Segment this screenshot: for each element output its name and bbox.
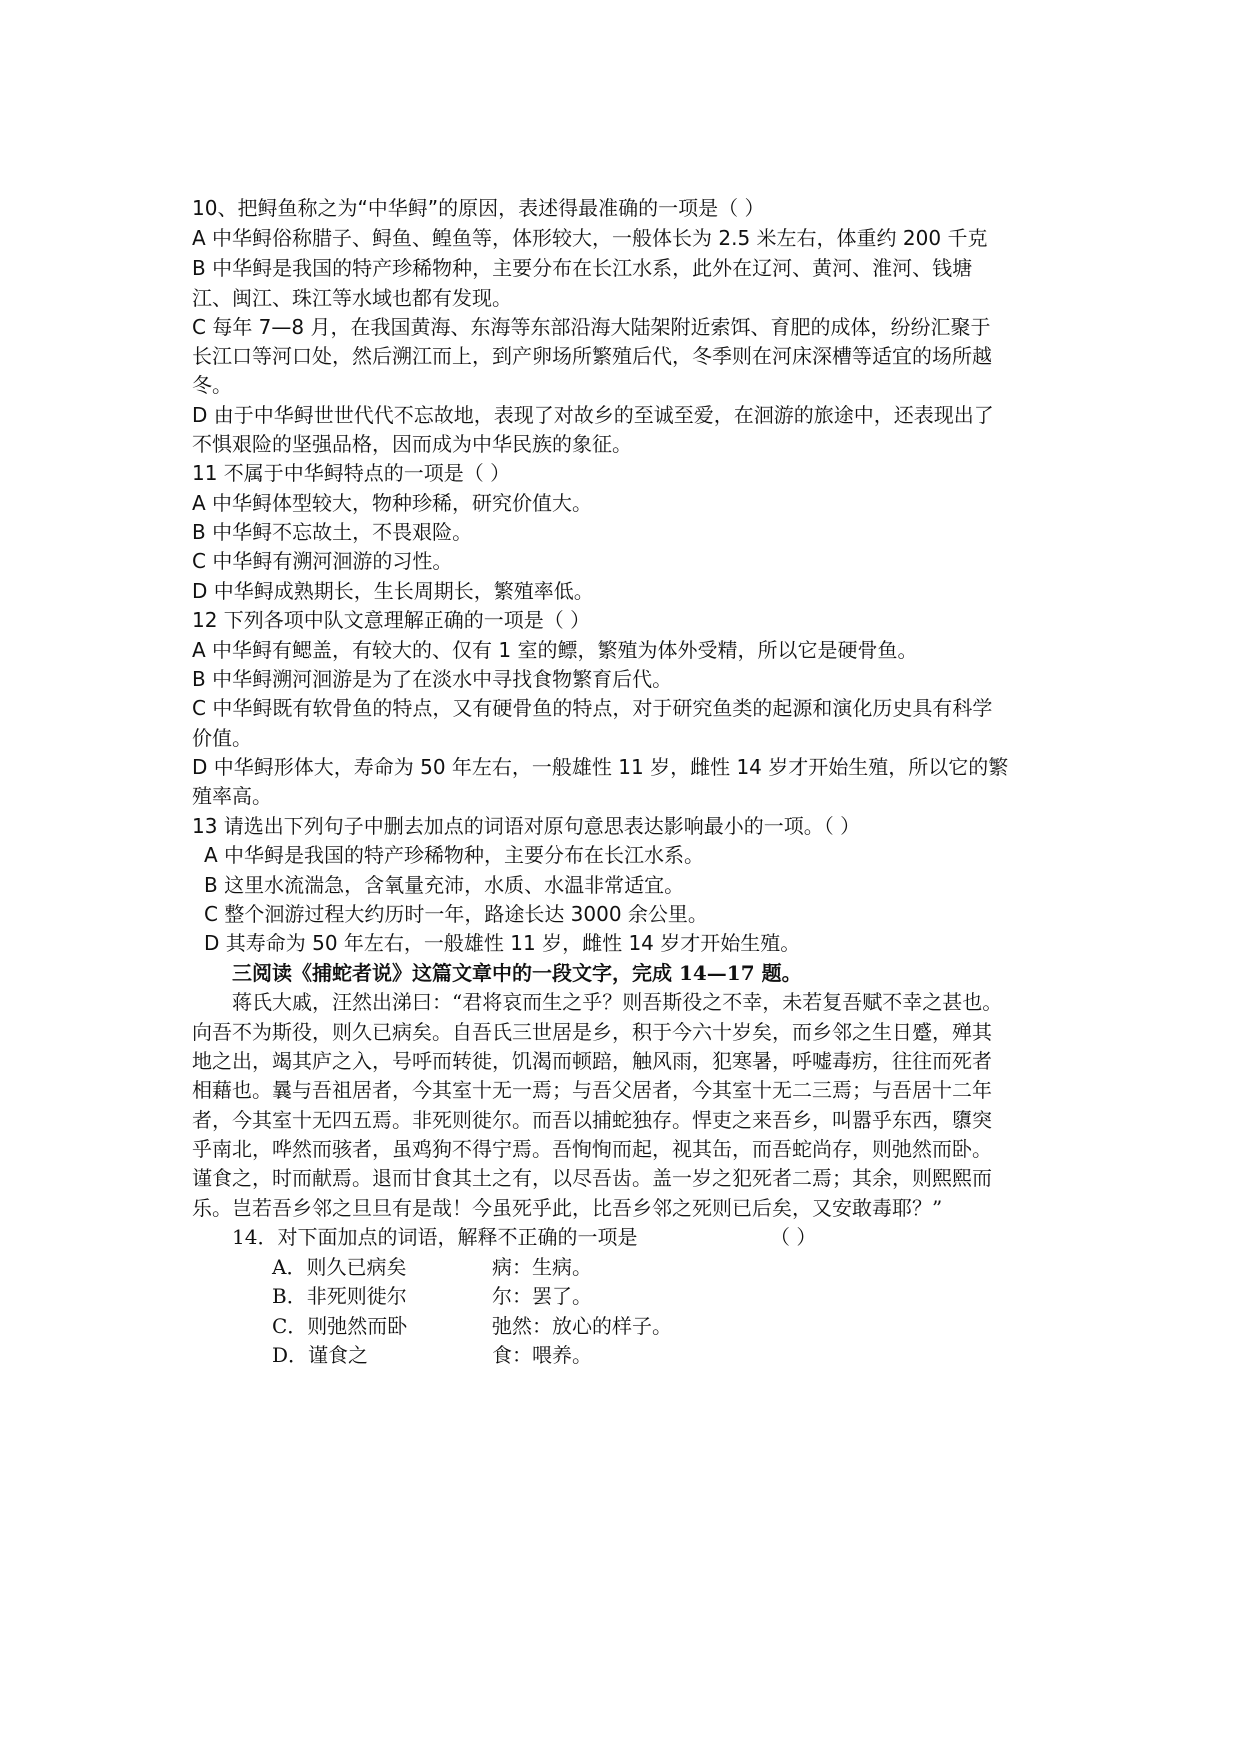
- q12-option-c-line2: 价值。: [192, 726, 252, 750]
- passage-line-4: 相藉也。曩与吾祖居者，今其室十无一焉；与吾父居者，今其室十无二三焉；与吾居十二年: [192, 1078, 992, 1102]
- passage-line-6: 乎南北，哗然而骇者，虽鸡狗不得宁焉。吾恂恂而起，视其缶，而吾蛇尚存，则弛然而卧。: [192, 1137, 992, 1161]
- q12-option-c-line1: C 中华鲟既有软骨鱼的特点，又有硬骨鱼的特点，对于研究鱼类的起源和演化历史具有科学: [192, 696, 993, 720]
- q10-option-c-line1: C 每年 7—8 月，在我国黄海、东海等东部沿海大陆架附近索饵、育肥的成体，纷纷汇聚于: [192, 315, 991, 339]
- q12-option-b: B 中华鲟溯河洄游是为了在淡水中寻找食物繁育后代。: [192, 667, 673, 691]
- q10-option-b-line2: 江、闽江、珠江等水域也都有发现。: [192, 286, 512, 310]
- q12-option-d-line2: 殖率高。: [192, 784, 272, 808]
- q14-question: 14．对下面加点的词语，解释不正确的一项是: [232, 1225, 638, 1249]
- q14-option-a: [272, 1255, 592, 1279]
- q13-option-c: C 整个洄游过程大约历时一年，路途长达 3000 余公里。: [204, 902, 708, 926]
- q14-option-c-label: C．则弛然而卧: [272, 1314, 408, 1338]
- q14-option-c: [272, 1314, 672, 1338]
- q11-option-a: A 中华鲟体型较大，物种珍稀，研究价值大。: [192, 491, 593, 515]
- q10-option-c-line2: 长江口等河口处，然后溯江而上，到产卵场所繁殖后代，冬季则在河床深槽等适宜的场所越: [192, 344, 992, 368]
- q14-option-d-label: D．谨食之: [272, 1343, 369, 1367]
- q11-option-d: D 中华鲟成熟期长，生长周期长，繁殖率低。: [192, 579, 594, 603]
- passage-line-5: 者，今其室十无四五焉。非死则徙尔。而吾以捕蛇独存。悍吏之来吾乡，叫嚣乎东西，隳突: [192, 1108, 992, 1132]
- passage-line-3: 地之出，竭其庐之入，号呼而转徙，饥渴而顿踣，触风雨，犯寒暑，呼嘘毒疠，往往而死者: [192, 1049, 992, 1073]
- q12-option-a: A 中华鲟有鳃盖，有较大的、仅有 1 室的鳔，繁殖为体外受精，所以它是硬骨鱼。: [192, 638, 918, 662]
- q13-option-b: B 这里水流湍急，含氧量充沛，水质、水温非常适宜。: [204, 873, 685, 897]
- q14-option-b-gloss: 尔：罢了。: [492, 1284, 592, 1308]
- q10-option-b-line1: B 中华鲟是我国的特产珍稀物种，主要分布在长江水系，此外在辽河、黄河、淮河、钱塘: [192, 256, 973, 280]
- q10-question: 10、把鲟鱼称之为“中华鲟”的原因，表述得最准确的一项是（ ）: [192, 196, 765, 220]
- passage-line-7: 谨食之，时而献焉。退而甘食其土之有，以尽吾齿。盖一岁之犯死者二焉；其余，则熙熙而: [192, 1166, 992, 1190]
- q13-option-d: D 其寿命为 50 年左右，一般雄性 11 岁，雌性 14 岁才开始生殖。: [204, 931, 801, 955]
- q13-option-a: A 中华鲟是我国的特产珍稀物种，主要分布在长江水系。: [204, 843, 705, 867]
- q10-option-d-line1: D 由于中华鲟世世代代不忘故地，表现了对故乡的至诚至爱，在洄游的旅途中，还表现出了: [192, 403, 994, 427]
- q14-answer-paren: （ ）: [770, 1225, 817, 1249]
- q13-question: 13 请选出下列句子中删去加点的词语对原句意思表达影响最小的一项。（ ）: [192, 814, 861, 838]
- q14-option-d: [272, 1343, 592, 1367]
- q14-option-b-label: B．非死则徙尔: [272, 1284, 407, 1308]
- passage-line-8: 乐。岂若吾乡邻之旦旦有是哉！今虽死乎此，比吾乡邻之死则已后矣，又安敢毒耶？”: [192, 1196, 943, 1220]
- q11-question: 11 不属于中华鲟特点的一项是（ ）: [192, 461, 511, 485]
- passage-line-1: 蒋氏大戚，汪然出涕曰：“君将哀而生之乎？则吾斯役之不幸，未若复吾赋不幸之甚也。: [232, 990, 1003, 1014]
- passage-line-2: 向吾不为斯役，则久已病矣。自吾氏三世居是乡，积于今六十岁矣，而乡邻之生日蹙，殚其: [192, 1020, 992, 1044]
- q12-option-d-line1: D 中华鲟形体大，寿命为 50 年左右，一般雄性 11 岁，雌性 14 岁才开始生殖，所以它的繁: [192, 755, 1009, 779]
- q11-option-c: C 中华鲟有溯河洄游的习性。: [192, 549, 453, 573]
- q12-question: 12 下列各项中队文意理解正确的一项是（ ）: [192, 608, 591, 632]
- q10-option-d-line2: 不惧艰险的坚强品格，因而成为中华民族的象征。: [192, 432, 632, 456]
- q10-option-c-line3: 冬。: [192, 373, 232, 397]
- q14-option-d-gloss: 食：喂养。: [492, 1343, 592, 1367]
- q11-option-b: B 中华鲟不忘故土，不畏艰险。: [192, 520, 473, 544]
- q14-option-c-gloss: 弛然：放心的样子。: [492, 1314, 672, 1338]
- q14-option-b: [272, 1284, 592, 1308]
- q10-option-a: A 中华鲟俗称腊子、鲟鱼、鳇鱼等，体形较大，一般体长为 2.5 米左右，体重约 200 千克: [192, 226, 988, 250]
- section3-heading: 三阅读《捕蛇者说》这篇文章中的一段文字，完成 14—17 题。: [232, 961, 802, 985]
- q14-option-a-label: A．则久已病矣: [272, 1255, 407, 1279]
- q14-option-a-gloss: 病：生病。: [492, 1255, 592, 1279]
